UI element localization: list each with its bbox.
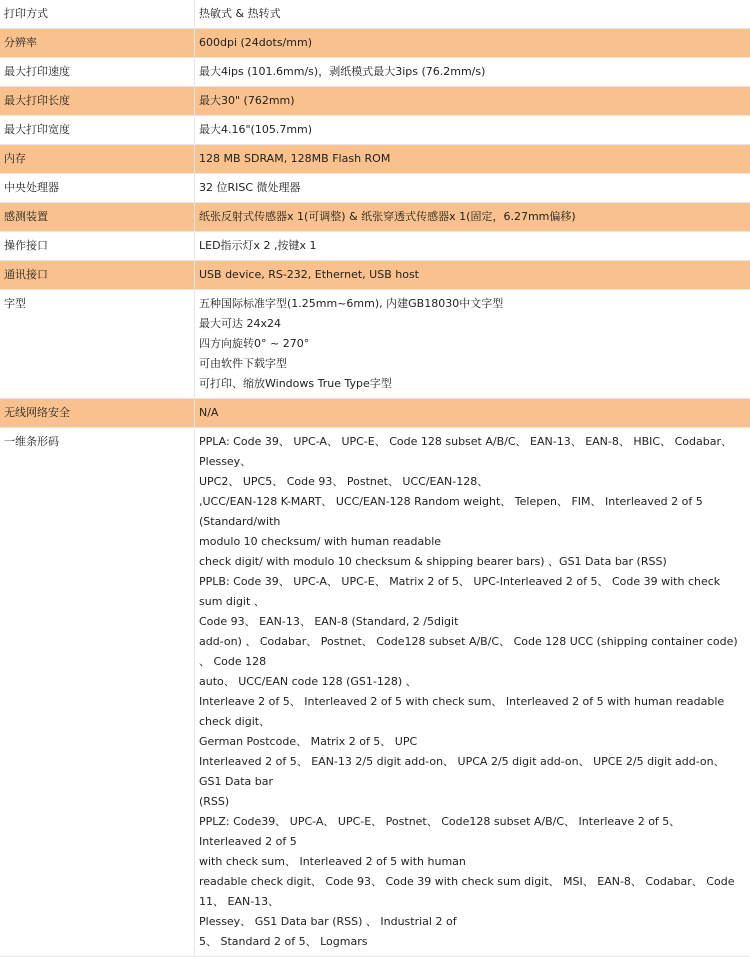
spec-row <box>0 203 750 232</box>
spec-value <box>195 399 750 428</box>
spec-value-line: UPC2、 UPC5、 Code 93、 Postnet、 UCC/EAN-128、 <box>199 472 744 492</box>
spec-value-line: LED指示灯x 2 ,按键x 1 <box>199 236 744 256</box>
spec-label: 内存 <box>0 145 195 174</box>
spec-value <box>195 428 750 957</box>
spec-row <box>0 145 750 174</box>
spec-value <box>195 116 750 145</box>
spec-value <box>195 174 750 203</box>
spec-value <box>195 0 750 29</box>
spec-value-line: Interleave 2 of 5、 Interleaved 2 of 5 with check sum、 Interleaved 2 of 5 with human readable check digit、 <box>199 692 744 732</box>
spec-label: 一维条形码 <box>0 428 195 957</box>
spec-row <box>0 399 750 428</box>
spec-label: 最大打印宽度 <box>0 116 195 145</box>
spec-label: 无线网络安全 <box>0 399 195 428</box>
spec-value <box>195 232 750 261</box>
spec-value-line: PPLZ: Code39、 UPC-A、 UPC-E、 Postnet、 Code128 subset A/B/C、 Interleave 2 of 5、 Interleaved 2 of 5 <box>199 812 744 852</box>
spec-value-line: (RSS) <box>199 792 744 812</box>
spec-value <box>195 87 750 116</box>
spec-value-line: modulo 10 checksum/ with human readable <box>199 532 744 552</box>
spec-row <box>0 174 750 203</box>
spec-label: 操作接口 <box>0 232 195 261</box>
spec-value-line: 四方向旋转0° ~ 270° <box>199 334 744 354</box>
spec-row <box>0 0 750 29</box>
spec-value <box>195 261 750 290</box>
spec-value-line: ,UCC/EAN-128 K-MART、 UCC/EAN-128 Random weight、 Telepen、 FIM、 Interleaved 2 of 5 (Standard/with <box>199 492 744 532</box>
spec-value-line: 最大4.16"(105.7mm) <box>199 120 744 140</box>
spec-row <box>0 428 750 957</box>
spec-row <box>0 261 750 290</box>
spec-row <box>0 29 750 58</box>
spec-row <box>0 87 750 116</box>
spec-label: 中央处理器 <box>0 174 195 203</box>
spec-value-line: 可打印、缩放Windows True Type字型 <box>199 374 744 394</box>
spec-value-line: with check sum、 Interleaved 2 of 5 with human <box>199 852 744 872</box>
spec-row <box>0 116 750 145</box>
spec-value <box>195 29 750 58</box>
spec-value-line: German Postcode、 Matrix 2 of 5、 UPC <box>199 732 744 752</box>
spec-value-line: 最大4ips (101.6mm/s)，剥纸模式最大3ips (76.2mm/s) <box>199 62 744 82</box>
spec-value-line: add-on) 、 Codabar、 Postnet、 Code128 subset A/B/C、 Code 128 UCC (shipping container code) 、 Code 128 <box>199 632 744 672</box>
spec-value-line: 32 位RISC 微处理器 <box>199 178 744 198</box>
spec-value-line: 纸张反射式传感器x 1(可调整) & 纸张穿透式传感器x 1(固定，6.27mm偏移) <box>199 207 744 227</box>
spec-value-line: 最大可达 24x24 <box>199 314 744 334</box>
spec-value <box>195 58 750 87</box>
spec-row <box>0 58 750 87</box>
spec-value-line: 600dpi (24dots/mm) <box>199 33 744 53</box>
spec-value <box>195 290 750 399</box>
spec-row <box>0 232 750 261</box>
spec-value-line: 128 MB SDRAM, 128MB Flash ROM <box>199 149 744 169</box>
spec-value-line: 热敏式 & 热转式 <box>199 4 744 24</box>
spec-value <box>195 145 750 174</box>
spec-value-line: N/A <box>199 403 744 423</box>
spec-value-line: Plessey、 GS1 Data bar (RSS) 、 Industrial 2 of <box>199 912 744 932</box>
spec-label: 字型 <box>0 290 195 399</box>
spec-label: 分辨率 <box>0 29 195 58</box>
spec-value-line: 最大30" (762mm) <box>199 91 744 111</box>
spec-label: 感测装置 <box>0 203 195 232</box>
spec-value-line: 可由软件下载字型 <box>199 354 744 374</box>
spec-value-line: USB device, RS-232, Ethernet, USB host <box>199 265 744 285</box>
spec-label: 最大打印长度 <box>0 87 195 116</box>
spec-value-line: check digit/ with modulo 10 checksum & shipping bearer bars) 、GS1 Data bar (RSS) <box>199 552 744 572</box>
spec-value <box>195 203 750 232</box>
spec-value-line: readable check digit、 Code 93、 Code 39 with check sum digit、 MSI、 EAN-8、 Codabar、 Code 11、 EAN-13、 <box>199 872 744 912</box>
spec-value-line: 5、 Standard 2 of 5、 Logmars <box>199 932 744 952</box>
spec-label: 打印方式 <box>0 0 195 29</box>
spec-value-line: Code 93、 EAN-13、 EAN-8 (Standard, 2 /5digit <box>199 612 744 632</box>
spec-label: 通讯接口 <box>0 261 195 290</box>
spec-value-line: auto、 UCC/EAN code 128 (GS1-128) 、 <box>199 672 744 692</box>
spec-row <box>0 290 750 399</box>
spec-value-line: PPLB: Code 39、 UPC-A、 UPC-E、 Matrix 2 of 5、 UPC-Interleaved 2 of 5、 Code 39 with check sum digit 、 <box>199 572 744 612</box>
spec-value-line: 五种国际标准字型(1.25mm~6mm), 内建GB18030中文字型 <box>199 294 744 314</box>
spec-value-line: PPLA: Code 39、 UPC-A、 UPC-E、 Code 128 subset A/B/C、 EAN-13、 EAN-8、 HBIC、 Codabar、 Plessey、 <box>199 432 744 472</box>
spec-value-line: Interleaved 2 of 5、 EAN-13 2/5 digit add-on、 UPCA 2/5 digit add-on、 UPCE 2/5 digit add-on、 GS1 Data bar <box>199 752 744 792</box>
spec-label: 最大打印速度 <box>0 58 195 87</box>
